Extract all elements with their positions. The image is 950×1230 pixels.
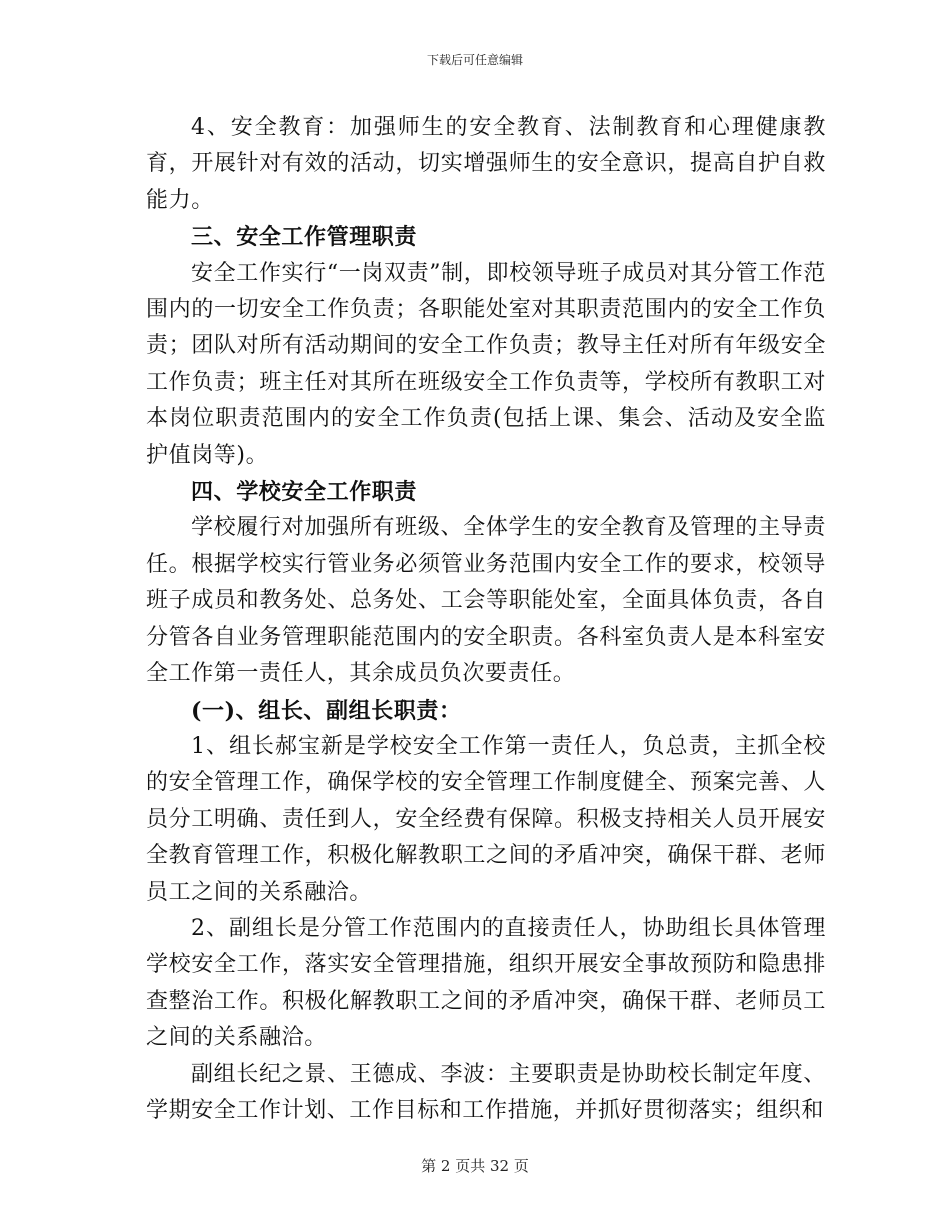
paragraph-deputy-leaders-named: 副组长纪之景、王德成、李波：主要职责是协助校长制定年度、学期安全工作计划、工作目标和工作措施，并抓好贯彻落实；组织和 [146,1061,826,1123]
document-body [146,110,826,1129]
paragraph-leader-duty: 1、组长郝宝新是学校安全工作第一责任人，负总责，主抓全校的安全管理工作，确保学校的安全管理工作制度健全、预案完善、人员分工明确、责任到人，安全经费有保障。积极支持相关人员开展安全教育管理工作，积极化解教职工之间的矛盾冲突，确保干群、老师员工之间的关系融洽。 [146,733,826,905]
paragraph-school-responsibility: 学校履行对加强所有班级、全体学生的安全教育及管理的主导责任。根据学校实行管业务必须管业务范围内安全工作的要求，校领导班子成员和教务处、总务处、工会等职能处室，全面具体负责，各自分管各自业务管理职能范围内的安全职责。各科室负责人是本科室安全工作第一责任人，其余成员负次要责任。 [146,515,826,687]
paragraph-deputy-leader-duty: 2、副组长是分管工作范围内的直接责任人，协助组长具体管理学校安全工作，落实安全管理措施，组织开展安全事故预防和隐患排查整治工作。积极化解教职工之间的矛盾冲突，确保干群、老师员工之间的关系融洽。 [146,915,826,1051]
section-heading-school-duties: 四、学校安全工作职责 [191,479,418,506]
paragraph-one-post-two-duties: 安全工作实行“一岗双责”制，即校领导班子成员对其分管工作范围内的一切安全工作负责；各职能处室对其职责范围内的安全工作负责；团队对所有活动期间的安全工作负责；教导主任对所有年级安全工作负责；班主任对其所在班级安全工作负责等，学校所有教职工对本岗位职责范围内的安全工作负责(包括上课、集会、活动及安全监护值岗等)。 [146,260,826,468]
page-footer: 第 2 页共 32 页 [421,1157,529,1175]
paragraph-safety-education: 4、安全教育：加强师生的安全教育、法制教育和心理健康教育，开展针对有效的活动，切实增强师生的安全意识，提高自护自救能力。 [146,115,826,213]
section-heading-management-duties: 三、安全工作管理职责 [191,224,418,251]
page-header: 下载后可任意编辑 [426,53,523,67]
subsection-heading-leader-duties: (一)、组长、副组长职责： [191,697,462,724]
